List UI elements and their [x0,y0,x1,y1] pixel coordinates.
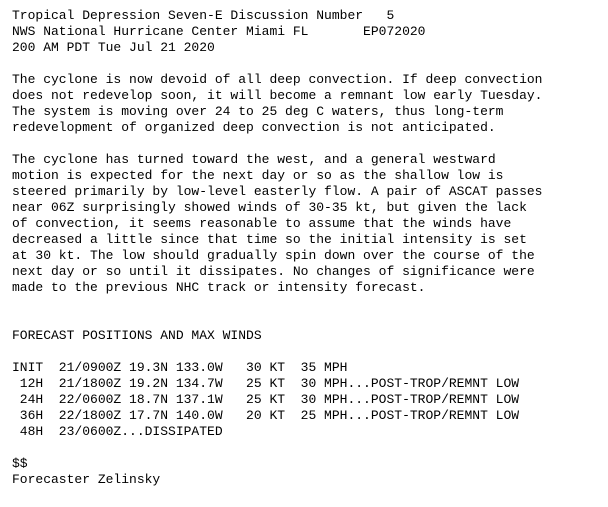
spacer [12,344,608,360]
spacer [12,440,608,456]
discussion-title: Tropical Depression Seven-E Discussion Number 5 [12,8,395,23]
forecast-row: 12H 21/1800Z 19.2N 134.7W 25 KT 30 MPH...POST-TROP/REMNT LOW [12,376,520,391]
forecast-row: INIT 21/0900Z 19.3N 133.0W 30 KT 35 MPH [12,360,348,375]
end-marker: $$ [12,456,28,471]
forecast-row: 48H 23/0600Z...DISSIPATED [12,424,223,439]
issue-time: 200 AM PDT Tue Jul 21 2020 [12,40,215,55]
spacer [12,296,608,312]
paragraph-2-line: steered primarily by low-level easterly flow. A pair of ASCAT passes [12,184,543,199]
paragraph-2-line: motion is expected for the next day or so as the shallow low is [12,168,504,183]
paragraph-1-line: does not redevelop soon, it will become a remnant low early Tuesday. [12,88,543,103]
paragraph-1-line: The cyclone is now devoid of all deep convection. If deep convection [12,72,543,87]
spacer [12,312,608,328]
spacer [12,136,608,152]
paragraph-2-line: next day or so until it dissipates. No changes of significance were [12,264,535,279]
issuing-office: NWS National Hurricane Center Miami FL EP072020 [12,24,426,39]
paragraph-1-line: redevelopment of organized deep convection is not anticipated. [12,120,496,135]
forecast-row: 24H 22/0600Z 18.7N 137.1W 25 KT 30 MPH...POST-TROP/REMNT LOW [12,392,520,407]
forecaster-signature: Forecaster Zelinsky [12,472,161,487]
forecast-row: 36H 22/1800Z 17.7N 140.0W 20 KT 25 MPH...POST-TROP/REMNT LOW [12,408,520,423]
paragraph-2-line: The cyclone has turned toward the west, and a general westward [12,152,496,167]
paragraph-2-line: made to the previous NHC track or intensity forecast. [12,280,426,295]
paragraph-2-line: decreased a little since that time so the initial intensity is set [12,232,527,247]
forecast-heading: FORECAST POSITIONS AND MAX WINDS [12,328,262,343]
paragraph-1-line: The system is moving over 24 to 25 deg C waters, thus long-term [12,104,504,119]
paragraph-2-line: of convection, it seems reasonable to assume that the winds have [12,216,512,231]
paragraph-2-line: near 06Z surprisingly showed winds of 30-35 kt, but given the lack [12,200,527,215]
spacer [12,56,608,72]
paragraph-2-line: at 30 kt. The low should gradually spin down over the course of the [12,248,535,263]
